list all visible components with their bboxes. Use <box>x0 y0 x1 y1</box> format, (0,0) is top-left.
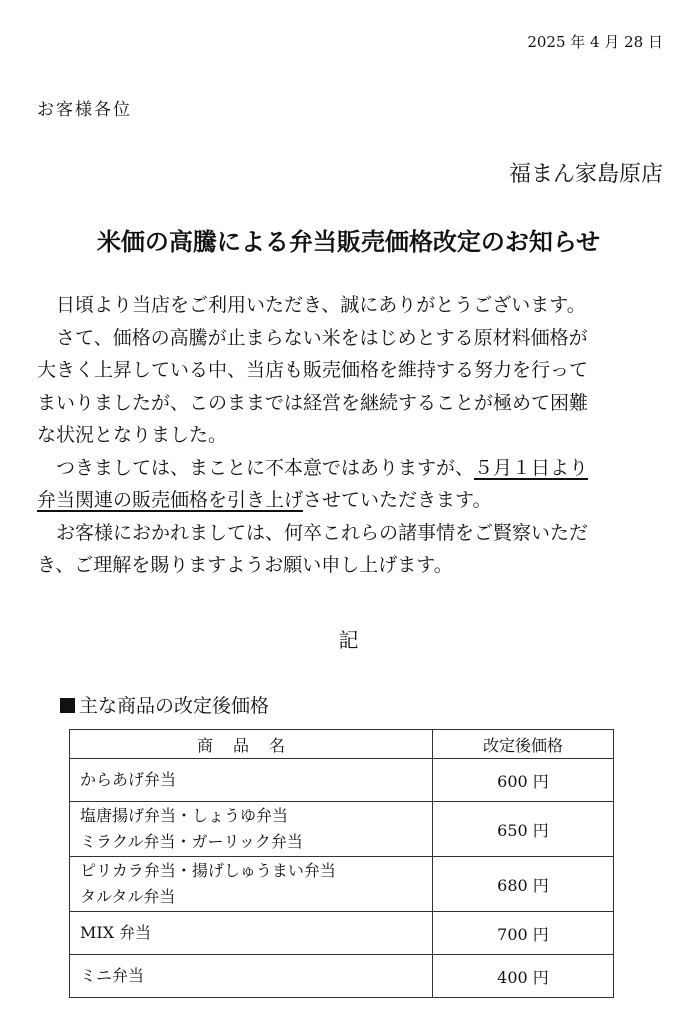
product-name: 塩唐揚げ弁当・しょうゆ弁当 <box>80 806 289 825</box>
product-name-cell <box>70 802 433 857</box>
column-header-name: 商品名 <box>70 730 433 759</box>
table-row <box>70 912 614 955</box>
price-cell: 400 円 <box>433 955 614 998</box>
body-text-span: させていただきます。 <box>303 489 492 511</box>
document-date: 2025 年 4 月 28 日 <box>527 33 663 51</box>
price-cell: 600 円 <box>433 759 614 802</box>
product-name: ミニ弁当 <box>80 966 145 985</box>
price-cell: 700 円 <box>433 912 614 955</box>
product-name: MIX 弁当 <box>80 923 152 942</box>
table-row <box>70 759 614 802</box>
table-header-row <box>70 730 614 759</box>
body-line: お客様におかれましては、何卒これらの諸事情をご賢察いただ <box>37 521 589 544</box>
body-line: 日頃より当店をご利用いただき、誠にありがとうございます。 <box>37 294 586 316</box>
notice-body <box>37 289 669 582</box>
column-header-price: 改定後価格 <box>433 730 614 759</box>
price-cell: 650 円 <box>433 802 614 857</box>
body-line: な状況となりました。 <box>37 424 228 446</box>
sender-store-name: 福まん家島原店 <box>508 162 663 187</box>
table-row <box>70 955 614 998</box>
addressee: お客様各位 <box>37 100 132 120</box>
price-cell: 680 円 <box>433 857 614 912</box>
notice-title: 米価の高騰による弁当販売価格改定のお知らせ <box>96 228 601 256</box>
table-heading <box>60 691 269 718</box>
product-name: ピリカラ弁当・揚げしゅうまい弁当 <box>80 861 336 880</box>
body-line <box>37 484 669 517</box>
body-line <box>37 452 669 485</box>
product-name-cell <box>70 912 433 955</box>
body-line: き、ご理解を賜りますようお願い申し上げます。 <box>37 554 453 576</box>
ki-notation: 記 <box>338 628 359 652</box>
product-name: タルタル弁当 <box>80 887 176 906</box>
body-text-span: つきましては、まことに不本意ではありますが、 <box>37 456 475 479</box>
body-line: 大きく上昇している中、当店も販売価格を維持する努力を行って <box>37 359 589 381</box>
body-line: さて、価格の高騰が止まらない米をはじめとする原材料価格が <box>37 326 588 349</box>
product-name: からあげ弁当 <box>80 770 177 789</box>
product-name-cell <box>70 759 433 802</box>
product-name-cell <box>70 857 433 912</box>
effective-date-highlight: ５月１日より <box>474 456 589 479</box>
price-increase-highlight: 弁当関連の販売価格を引き上げ <box>37 489 304 511</box>
table-row <box>70 857 614 912</box>
price-table <box>69 729 614 998</box>
body-line: まいりましたが、このままでは経営を継続することが極めて困難 <box>37 391 589 414</box>
table-row <box>70 802 614 857</box>
black-square-icon <box>60 698 75 713</box>
product-name: ミラクル弁当・ガーリック弁当 <box>80 832 303 851</box>
table-heading-text: 主な商品の改定後価格 <box>79 695 270 717</box>
product-name-cell <box>70 955 433 998</box>
